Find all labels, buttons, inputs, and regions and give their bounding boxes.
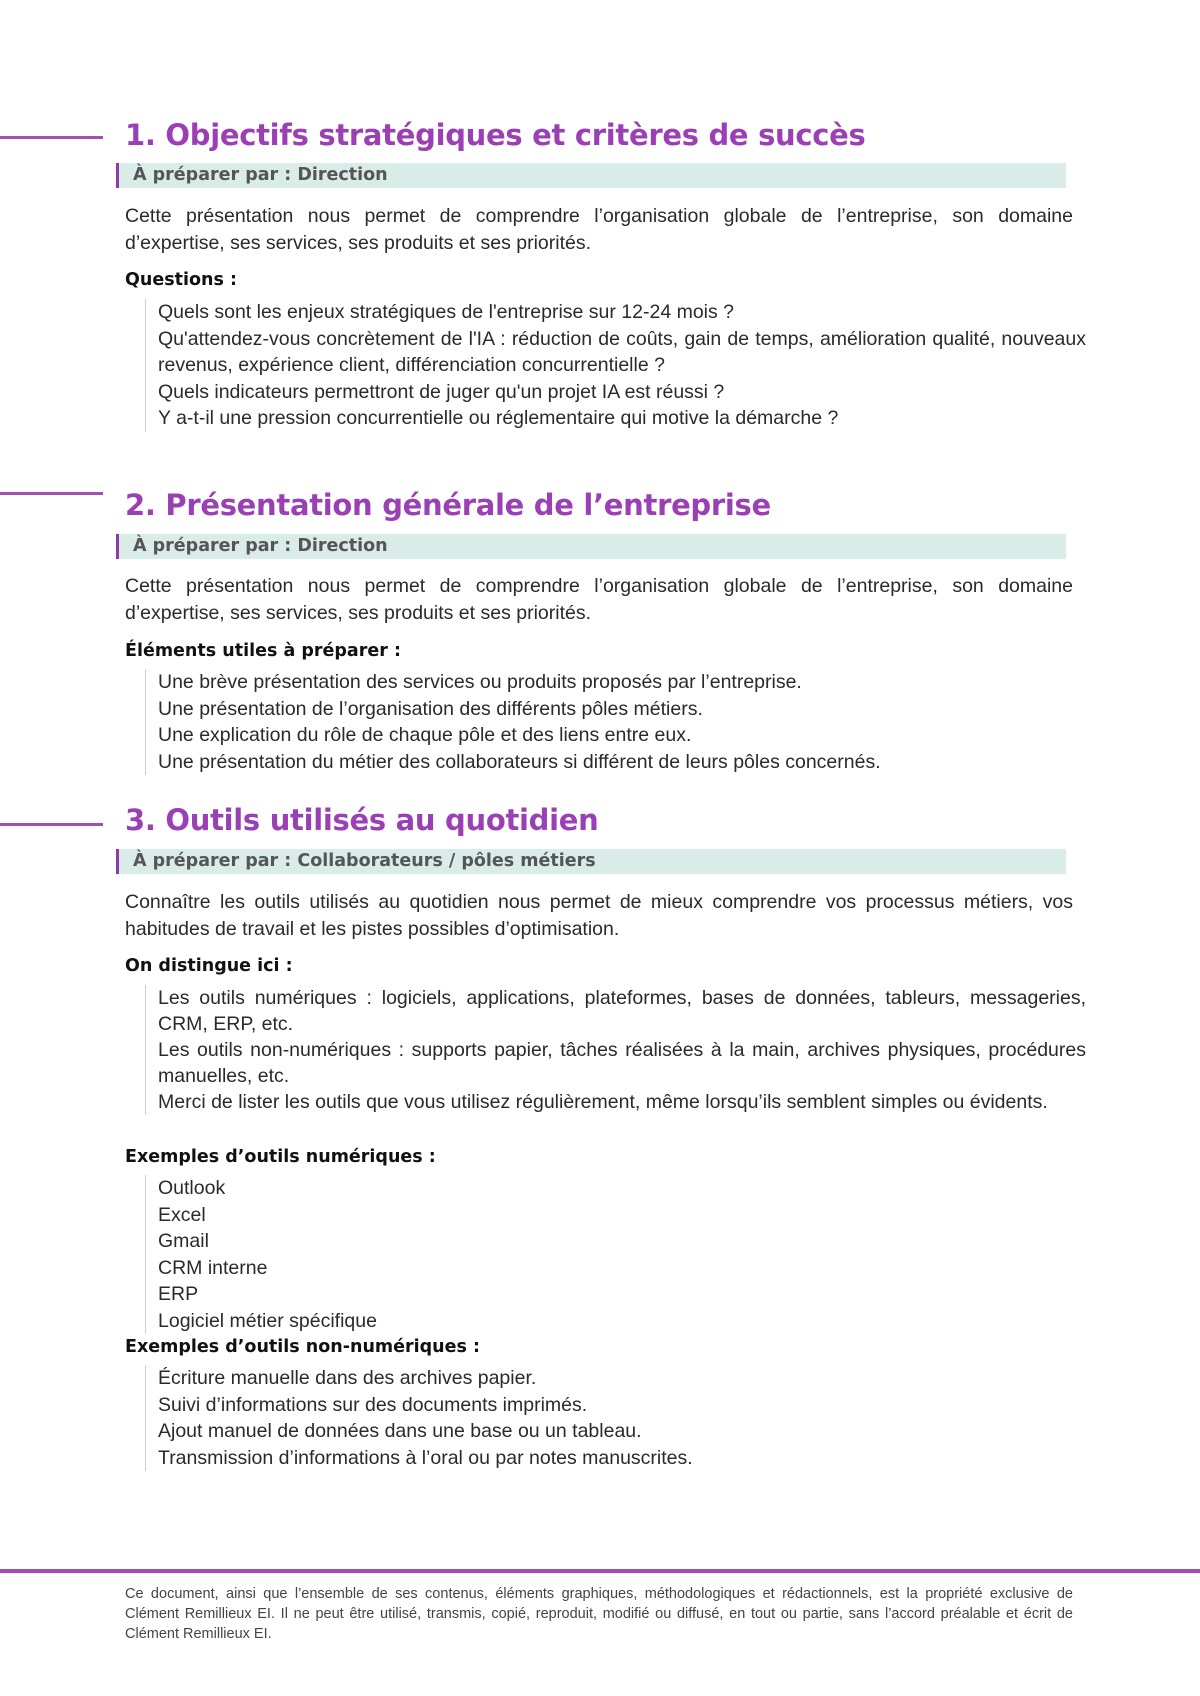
list-item: Les outils non-numériques : supports papier, tâches réalisées à la main, archives physiques, procédures manuelles, etc.	[158, 1039, 1086, 1087]
list-item: Transmission d’informations à l’oral ou par notes manuscrites.	[158, 1446, 693, 1469]
digital-tools-label: Exemples d’outils numériques :	[125, 1147, 436, 1167]
section-2-sub-label: Éléments utiles à préparer :	[125, 641, 401, 661]
list-item: Logiciel métier spécifique	[158, 1309, 377, 1332]
section-marker-line	[0, 492, 103, 495]
list-item: Ajout manuel de données dans une base ou un tableau.	[158, 1420, 642, 1442]
section-1-intro: Cette présentation nous permet de comprendre l’organisation globale de l’entreprise, son domaine d’expertise, ses services, ses produits et ses priorités.	[125, 205, 1073, 254]
list-item: Une présentation de l’organisation des différents pôles métiers.	[158, 697, 703, 720]
list-item: Une brève présentation des services ou produits proposés par l’entreprise.	[158, 671, 802, 693]
list-item: Gmail	[158, 1230, 209, 1252]
list-item: ERP	[158, 1283, 199, 1305]
section-1-title: 1. Objectifs stratégiques et critères de succès	[125, 118, 866, 152]
list-item: Une explication du rôle de chaque pôle et des liens entre eux.	[158, 724, 692, 746]
list-item: Quels indicateurs permettront de juger qu'un projet IA est réussi ?	[158, 380, 725, 403]
list-item: Quels sont les enjeux stratégiques de l'entreprise sur 12-24 mois ?	[158, 301, 735, 323]
list-item: Merci de lister les outils que vous utilisez régulièrement, même lorsqu’ils semblent simples ou évidents.	[158, 1091, 1048, 1113]
section-2-prepare-banner: À préparer par : Direction	[116, 534, 1066, 559]
list-item: Y a-t-il une pression concurrentielle ou réglementaire qui motive la démarche ?	[158, 407, 839, 429]
list-item: Suivi d’informations sur des documents imprimés.	[158, 1393, 588, 1416]
section-3-title: 3. Outils utilisés au quotidien	[125, 803, 599, 837]
section-3-intro: Connaître les outils utilisés au quotidien nous permet de mieux comprendre vos processus métiers, vos habitudes de travail et les pistes possibles d’optimisation.	[125, 891, 1073, 940]
list-item: Qu'attendez-vous concrètement de l'IA : réduction de coûts, gain de temps, amélioration qualité, nouveaux revenus, expérience client, différenciation concurrentielle ?	[158, 327, 1086, 376]
section-2-intro: Cette présentation nous permet de comprendre l’organisation globale de l’entreprise, son domaine d’expertise, ses services, ses produits et ses priorités.	[125, 575, 1073, 624]
section-marker-line	[0, 823, 103, 826]
section-1-sub-label: Questions :	[125, 270, 237, 290]
section-1-question-list	[145, 299, 1086, 432]
section-2-element-list	[145, 669, 1086, 775]
section-2-title: 2. Présentation générale de l’entreprise	[125, 488, 771, 522]
list-item: Outlook	[158, 1177, 226, 1199]
digital-tools-list	[145, 1175, 1086, 1334]
list-item: Excel	[158, 1203, 206, 1226]
non-digital-tools-label: Exemples d’outils non-numériques :	[125, 1337, 480, 1357]
list-item: Les outils numériques : logiciels, applications, plateformes, bases de données, tableurs, messageries, CRM, ERP, etc.	[158, 987, 1086, 1035]
section-3-distinction-list	[145, 985, 1086, 1115]
list-item: Une présentation du métier des collaborateurs si différent de leurs pôles concernés.	[158, 750, 881, 773]
footer-divider	[0, 1569, 1200, 1573]
section-marker-line	[0, 136, 103, 139]
list-item: CRM interne	[158, 1256, 268, 1279]
section-1-prepare-banner: À préparer par : Direction	[116, 163, 1066, 188]
section-3-sub-label: On distingue ici :	[125, 956, 293, 976]
list-item: Écriture manuelle dans des archives papier.	[158, 1367, 537, 1389]
non-digital-tools-list	[145, 1365, 1086, 1471]
section-3-prepare-banner: À préparer par : Collaborateurs / pôles métiers	[116, 849, 1066, 874]
footer-legal-notice: Ce document, ainsi que l’ensemble de ses contenus, éléments graphiques, méthodologiques et rédactionnels, est la propriété exclusive de Clément Remillieux EI. Il ne peut être utilisé, transmis, copié, reproduit, modifié ou diffusé, en tout ou partie, sans l’accord préalable et écrit de Clément Remillieux EI.	[125, 1586, 1073, 1642]
